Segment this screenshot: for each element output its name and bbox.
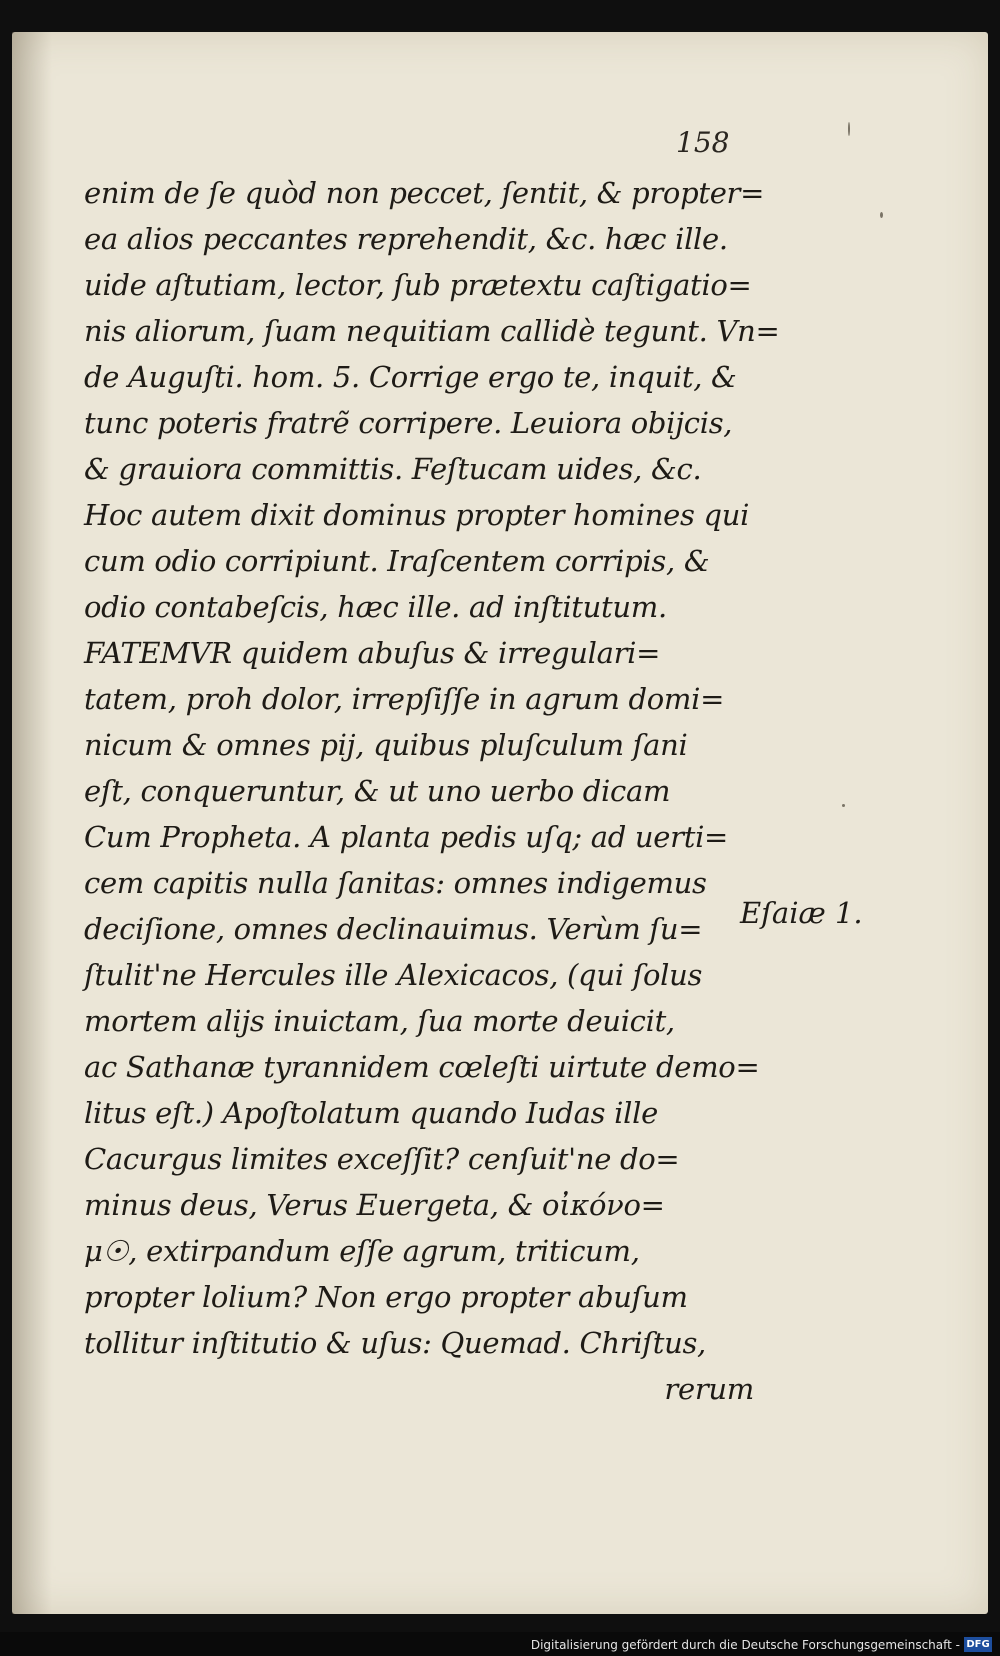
text-line: Cum Propheta. A planta pedis uſq; ad uerti= (84, 820, 729, 854)
paper-speck (842, 804, 845, 807)
text-line: cem capitis nulla ſanitas: omnes indigemus (84, 866, 707, 900)
text-line: nicum & omnes pij, quibus pluſculum ſani (84, 728, 688, 762)
paper-speck (880, 212, 883, 218)
dfg-logo: DFG (964, 1637, 992, 1652)
text-line: ac Sathanæ tyrannidem cœleſti uirtute demo= (84, 1050, 760, 1084)
text-line: Cacurgus limites exceſſit? cenſuit'ne do= (84, 1142, 680, 1176)
text-line: litus eſt.) Apoſtolatum quando Iudas ille (84, 1096, 658, 1130)
text-line: Hoc autem dixit dominus propter homines qui (84, 498, 750, 532)
footer-bar (0, 1632, 1000, 1656)
page-number: 158 (676, 126, 730, 159)
body-text (84, 170, 780, 1412)
text-line: mortem alijs inuictam, ſua morte deuicit, (84, 1004, 675, 1038)
catchword: rerum (664, 1372, 754, 1406)
text-line: tollitur inſtitutio & uſus: Quemad. Chriſtus, (84, 1326, 706, 1360)
page-gutter-shadow (12, 32, 52, 1614)
text-line: minus deus, Verus Euergeta, & οἰκόνο= (84, 1188, 665, 1222)
text-line: enim de ſe quòd non peccet, ſentit, & propter= (84, 176, 765, 210)
text-line: μ☉, extirpandum eſſe agrum, triticum, (84, 1234, 640, 1268)
text-line: deciſione, omnes declinauimus. Verùm ſu= (84, 912, 703, 946)
text-line: & grauiora committis. Feſtucam uides, &c. (84, 452, 702, 486)
text-line: FATEMVR quidem abuſus & irregulari= (84, 636, 661, 670)
paper-speck (848, 122, 850, 136)
text-line: de Auguſti. hom. 5. Corrige ergo te, inquit, & (84, 360, 737, 394)
marginal-note: Eſaiæ 1. (740, 896, 863, 930)
text-line: odio contabeſcis, hæc ille. ad inſtitutum. (84, 590, 667, 624)
text-line: nis aliorum, ſuam nequitiam callidè tegunt. Vn= (84, 314, 780, 348)
text-line: tunc poteris fratrẽ corripere. Leuiora obijcis, (84, 406, 733, 440)
text-line: uide aſtutiam, lector, ſub prætextu caſtigatio= (84, 268, 752, 302)
text-line: ea alios peccantes reprehendit, &c. hæc ille. (84, 222, 728, 256)
text-line: cum odio corripiunt. Iraſcentem corripis, & (84, 544, 710, 578)
text-line: tatem, proh dolor, irrepſiſſe in agrum domi= (84, 682, 725, 716)
funding-credit: Digitalisierung gefördert durch die Deutsche Forschungsgemeinschaft - (530, 1638, 960, 1652)
text-line: eſt, conqueruntur, & ut uno uerbo dicam (84, 774, 671, 808)
text-line: ſtulit'ne Hercules ille Alexicacos, (qui ſolus (84, 958, 703, 992)
text-line: propter lolium? Non ergo propter abuſum (84, 1280, 688, 1314)
